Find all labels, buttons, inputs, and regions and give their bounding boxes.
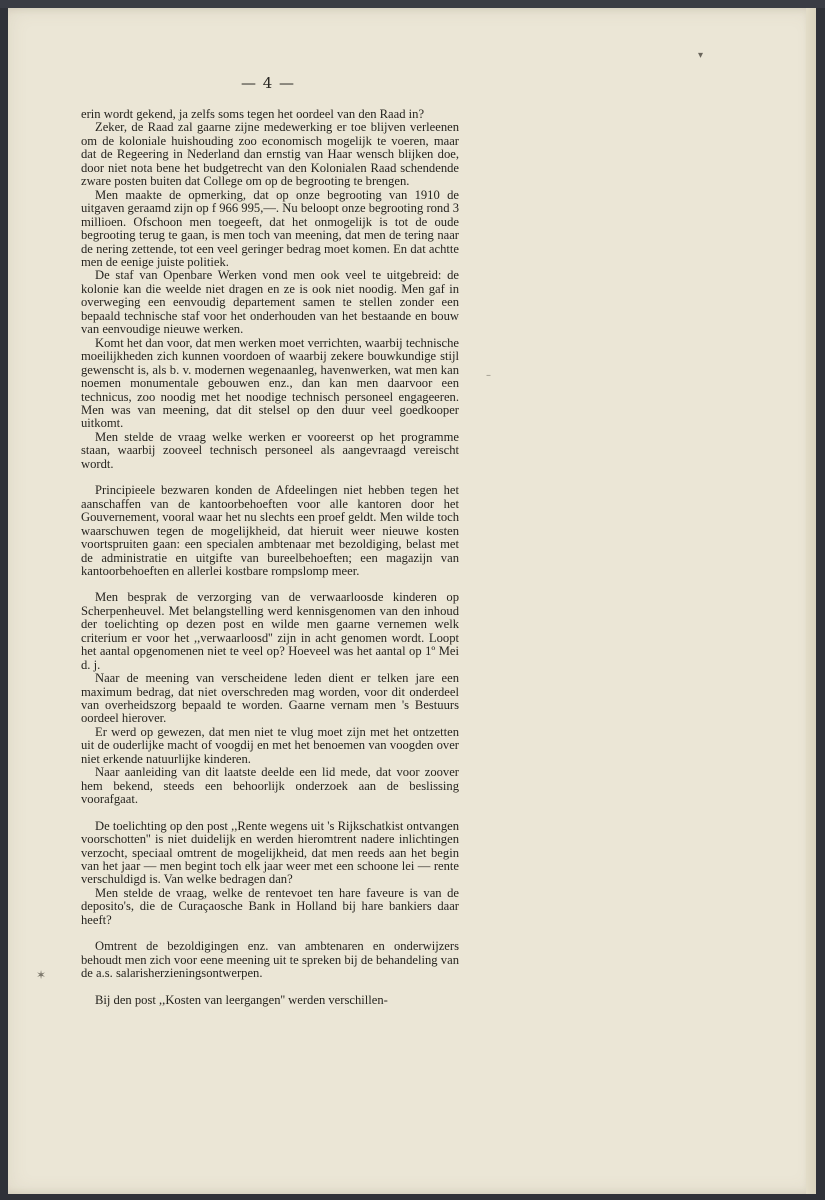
paragraph-9: Naar de meening van verscheidene leden dient er telken jare een maximum bedrag, dat niet overschreden mag worden, voor dit onderdeel van overheidszorg bepaald te worden. Gaarne vernam men 's Bestuurs oordeel hierover. — [81, 671, 459, 726]
paragraph-2: Zeker, de Raad zal gaarne zijne medewerking er toe blijven verleenen om de koloniale huishouding zoo economisch mogelijk te voeren, maar dat de Regeering in Nederland dan ernstig van Haar wensch blijken doe, door niet nota bene het budgetrecht van den Kolonialen Raad schendende zware posten buiten dat College om op de begrooting te brengen. — [81, 120, 459, 189]
paragraph-11: Naar aanleiding van dit laatste deelde een lid mede, dat voor zoover hem bekend, steeds een behoorlijk onderzoek aan de beslissing voorafgaat. — [81, 765, 459, 807]
scan-speck-mark: ▾ — [698, 50, 704, 61]
paragraph-14: Omtrent de bezoldigingen enz. van ambtenaren en onderwijzers behoudt men zich voor eene meening uit te spreken bij de behandeling van de a.s. salarisherzieningsontwerpen. — [81, 939, 459, 981]
scan-dash-mark: – — [486, 370, 491, 381]
paragraph-1: erin wordt gekend, ja zelfs soms tegen het oordeel van den Raad in? — [81, 107, 425, 121]
paragraph-6: Men stelde de vraag welke werken er vooreerst op het programme staan, waarbij zooveel technisch personeel als aangevraagd vereischt wordt. — [81, 429, 459, 471]
paragraph-7: Principieele bezwaren konden de Afdeelingen niet hebben tegen het aanschaffen van de kantoorbehoeften voor alle kantoren door het Gouvernement, vooral waar het nu slechts een proef geldt. Men wilde toch waarschuwen tegen de mogelijkheid, dat hieruit weer nieuwe kosten voortspruiten gaan: een specialen ambtenaar met bezoldiging, belast met de administratie en uitgifte van bureelbehoeften; een magazijn van kantoorbehoeften en allerlei kostbare rompslomp meer. — [81, 483, 459, 578]
paragraph-3: Men maakte de opmerking, dat op onze begrooting van 1910 de uitgaven geraamd zijn op f 966 995,—. Nu beloopt onze begrooting rond 3 millioen. Ofschoon men toegeeft, dat het onmogelijk is tot de oude begrooting terug te gaan, is men toch van meening, dat men de tering naar de nering zettende, tot een veel geringer bedrag moet komen. En dat achtte men de eenige juiste politiek. — [81, 187, 459, 269]
scan-punch-mark: ✶ — [36, 968, 47, 982]
document-page — [8, 8, 816, 1194]
paragraph-13: Men stelde de vraag, welke de rentevoet ten hare faveure is van de deposito's, die de Curaçaosche Bank in Holland bij hare bankiers daar heeft? — [81, 885, 459, 927]
body-text — [81, 108, 459, 1007]
paragraph-4: De staf van Openbare Werken vond men ook veel te uitgebreid: de kolonie kan die weelde niet dragen en ze is ook niet noodig. Men gaf in overweging een eenvoudig departement samen te stellen zonder een bepaald technische staf voor het onderhouden van het bestaande en bouw van eenvoudige nieuwe werken. — [81, 268, 459, 337]
paragraph-5: Komt het dan voor, dat men werken moet verrichten, waarbij technische moeilijkheden zich kunnen voordoen of waarbij zekere bouwkundige stijl gewenscht is, als b. v. modernen wegenaanleg, havenwerken, wat men kan noemen monumentale gebouwen enz., dan kan men daarvoor een technicus, zoo noodig met het noodige technisch personeel engageeren. Men was van meening, dat dit stelsel op den duur veel goedkooper uitkomt. — [81, 335, 459, 431]
paragraph-15: Bij den post ,,Kosten van leergangen'' werden verschillen- — [95, 992, 388, 1007]
scan-background-top — [0, 0, 825, 8]
page-edge-shadow — [806, 8, 816, 1194]
paragraph-8: Men besprak de verzorging van de verwaarloosde kinderen op Scherpenheuvel. Met belangstelling werd kennisgenomen van den inhoud der toelichting op dezen post en wilde men gaarne vernemen welk criterium er voor het ,,verwaarloosd'' zijn in acht genomen wordt. Loopt het aantal opgenomenen niet te veel op? Hoeveel was het aantal op 1º Mei d. j. — [81, 590, 459, 672]
paragraph-12: De toelichting op den post ,,Rente wegens uit 's Rijkschatkist ontvangen voorschotten'' is niet duidelijk en werden hieromtrent nadere inlichtingen verzocht, speciaal omtrent de mogelijkheid, dat men reeds aan het begin van het jaar — men begint toch elk jaar weer met een schoone lei — rente verschuldigd is. Van welke bedragen dan? — [81, 818, 459, 887]
paragraph-10: Er werd op gewezen, dat men niet te vlug moet zijn met het ontzetten uit de ouderlijke macht of voogdij en met het benoemen van voogden over niet erkende natuurlijke kinderen. — [81, 724, 459, 766]
page-number: — 4 — — [240, 74, 296, 92]
